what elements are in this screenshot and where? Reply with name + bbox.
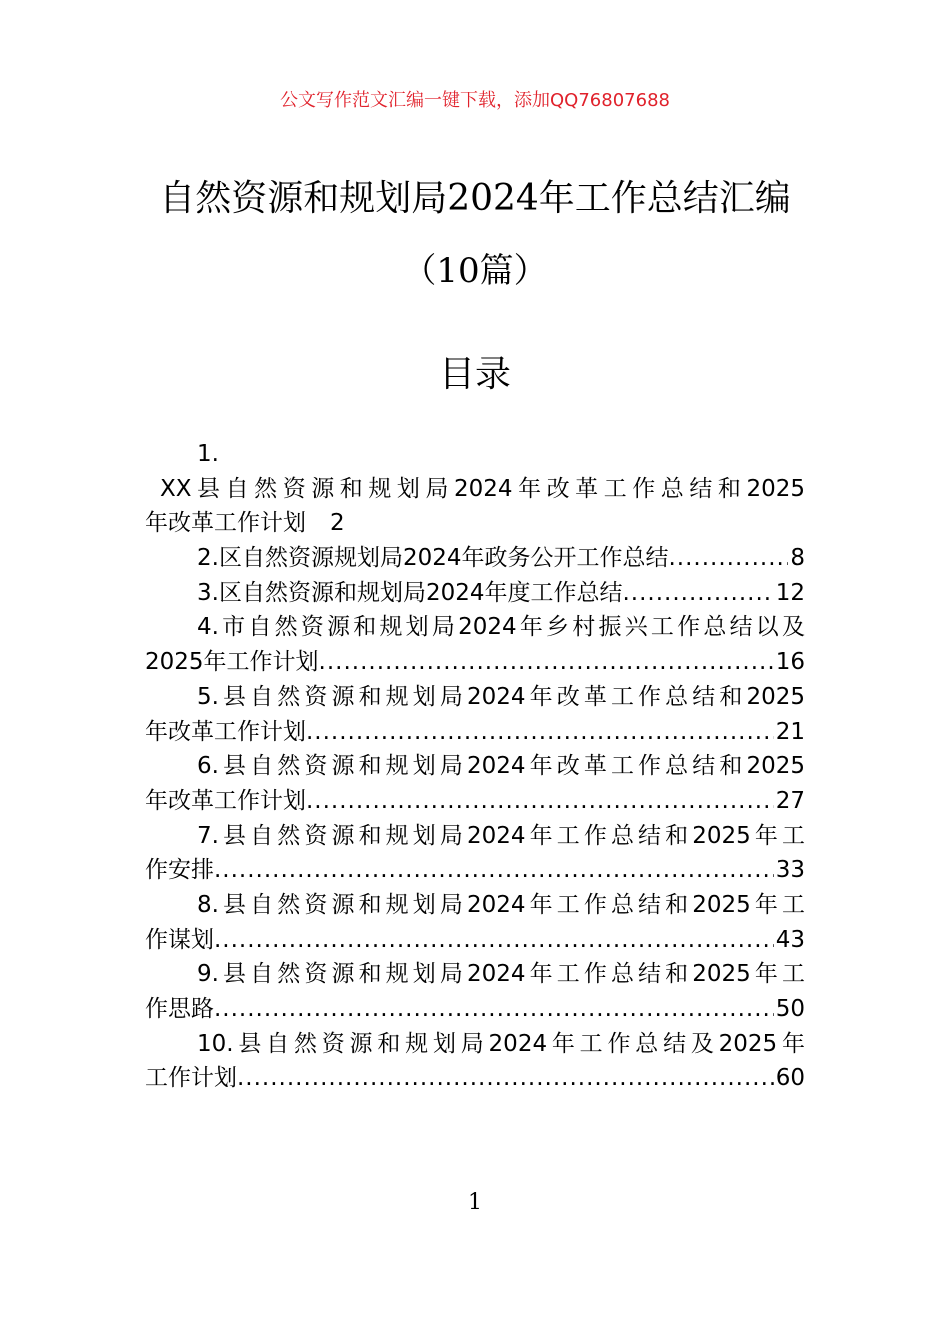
download-banner: 公文写作范文汇编一键下载，添加QQ76807688 — [280, 90, 670, 111]
toc-entry-page: 33 — [775, 857, 805, 884]
toc-entry-page: 16 — [775, 649, 805, 676]
toc-entry-page: 8 — [790, 545, 805, 572]
toc-leader — [622, 576, 773, 611]
toc-entry-title-cont: 年改革工作计划 — [145, 718, 306, 745]
toc-leader — [214, 923, 774, 958]
toc-entry-title-cont: 2025年工作计划 — [145, 649, 319, 676]
toc-entry-6[interactable] — [145, 749, 805, 818]
toc-entry-4[interactable] — [145, 610, 805, 679]
toc-leader — [319, 645, 774, 680]
toc-entry-title-cont: 作思路 — [145, 996, 214, 1022]
toc-entry-title-cont: 年改革工作计划 — [145, 510, 306, 537]
toc-entry-title: 8.县自然资源和规划局2024年工作总结和2025年工 — [197, 891, 805, 918]
toc-entry-page: 60 — [775, 1065, 805, 1092]
toc-entry-page: 21 — [775, 718, 805, 745]
toc-leader — [214, 853, 774, 888]
toc-entry-title: 4.市自然资源和规划局2024年乡村振兴工作总结以及 — [197, 614, 805, 641]
toc-entry-title: 10.县自然资源和规划局2024年工作总结及2025年 — [197, 1030, 805, 1057]
toc-entry-title: XX县自然资源和规划局2024年改革工作总结和2025 — [160, 475, 805, 502]
document-title: 自然资源和规划局2024年工作总结汇编 — [159, 178, 791, 219]
toc-entry-title: 5.县自然资源和规划局2024年改革工作总结和2025 — [197, 683, 805, 710]
toc-entry-page: 43 — [775, 926, 805, 953]
toc-leader — [306, 784, 774, 819]
toc-entry-title-cont: 工作计划 — [145, 1065, 237, 1092]
toc-entry-page: 27 — [775, 787, 805, 814]
toc-leader — [214, 992, 774, 1027]
table-of-contents — [145, 437, 805, 1096]
toc-entry-3[interactable] — [145, 576, 805, 611]
toc-heading: 目录 — [438, 354, 511, 395]
document-subtitle: （10篇） — [402, 251, 548, 291]
toc-entry-7[interactable] — [145, 819, 805, 888]
toc-leader — [306, 715, 774, 750]
toc-entry-title-cont: 作安排 — [145, 857, 214, 884]
toc-entry-2[interactable] — [145, 541, 805, 576]
toc-entry-5[interactable] — [145, 680, 805, 749]
toc-leader — [237, 1061, 774, 1096]
toc-entry-title: 3.区自然资源和规划局2024年度工作总结 — [197, 579, 623, 606]
toc-entry-page: 12 — [775, 579, 805, 606]
toc-entry-number: 1. — [197, 441, 219, 467]
page-number: 1 — [468, 1190, 482, 1215]
toc-entry-title: 7.县自然资源和规划局2024年工作总结和2025年工 — [197, 822, 805, 849]
toc-entry-title: 9.县自然资源和规划局2024年工作总结和2025年工 — [197, 961, 805, 988]
toc-entry-title: 2.区自然资源规划局2024年政务公开工作总结 — [197, 545, 669, 572]
toc-entry-1[interactable] — [145, 437, 805, 541]
toc-entry-8[interactable] — [145, 888, 805, 957]
toc-entry-title-cont: 作谋划 — [145, 926, 214, 953]
toc-leader — [668, 541, 788, 576]
toc-entry-title: 6.县自然资源和规划局2024年改革工作总结和2025 — [197, 753, 805, 780]
toc-entry-page: 50 — [775, 996, 805, 1022]
toc-entry-9[interactable] — [145, 957, 805, 1026]
toc-entry-title-cont: 年改革工作计划 — [145, 787, 306, 814]
toc-entry-10[interactable] — [145, 1027, 805, 1096]
toc-entry-page: 2 — [330, 510, 345, 537]
